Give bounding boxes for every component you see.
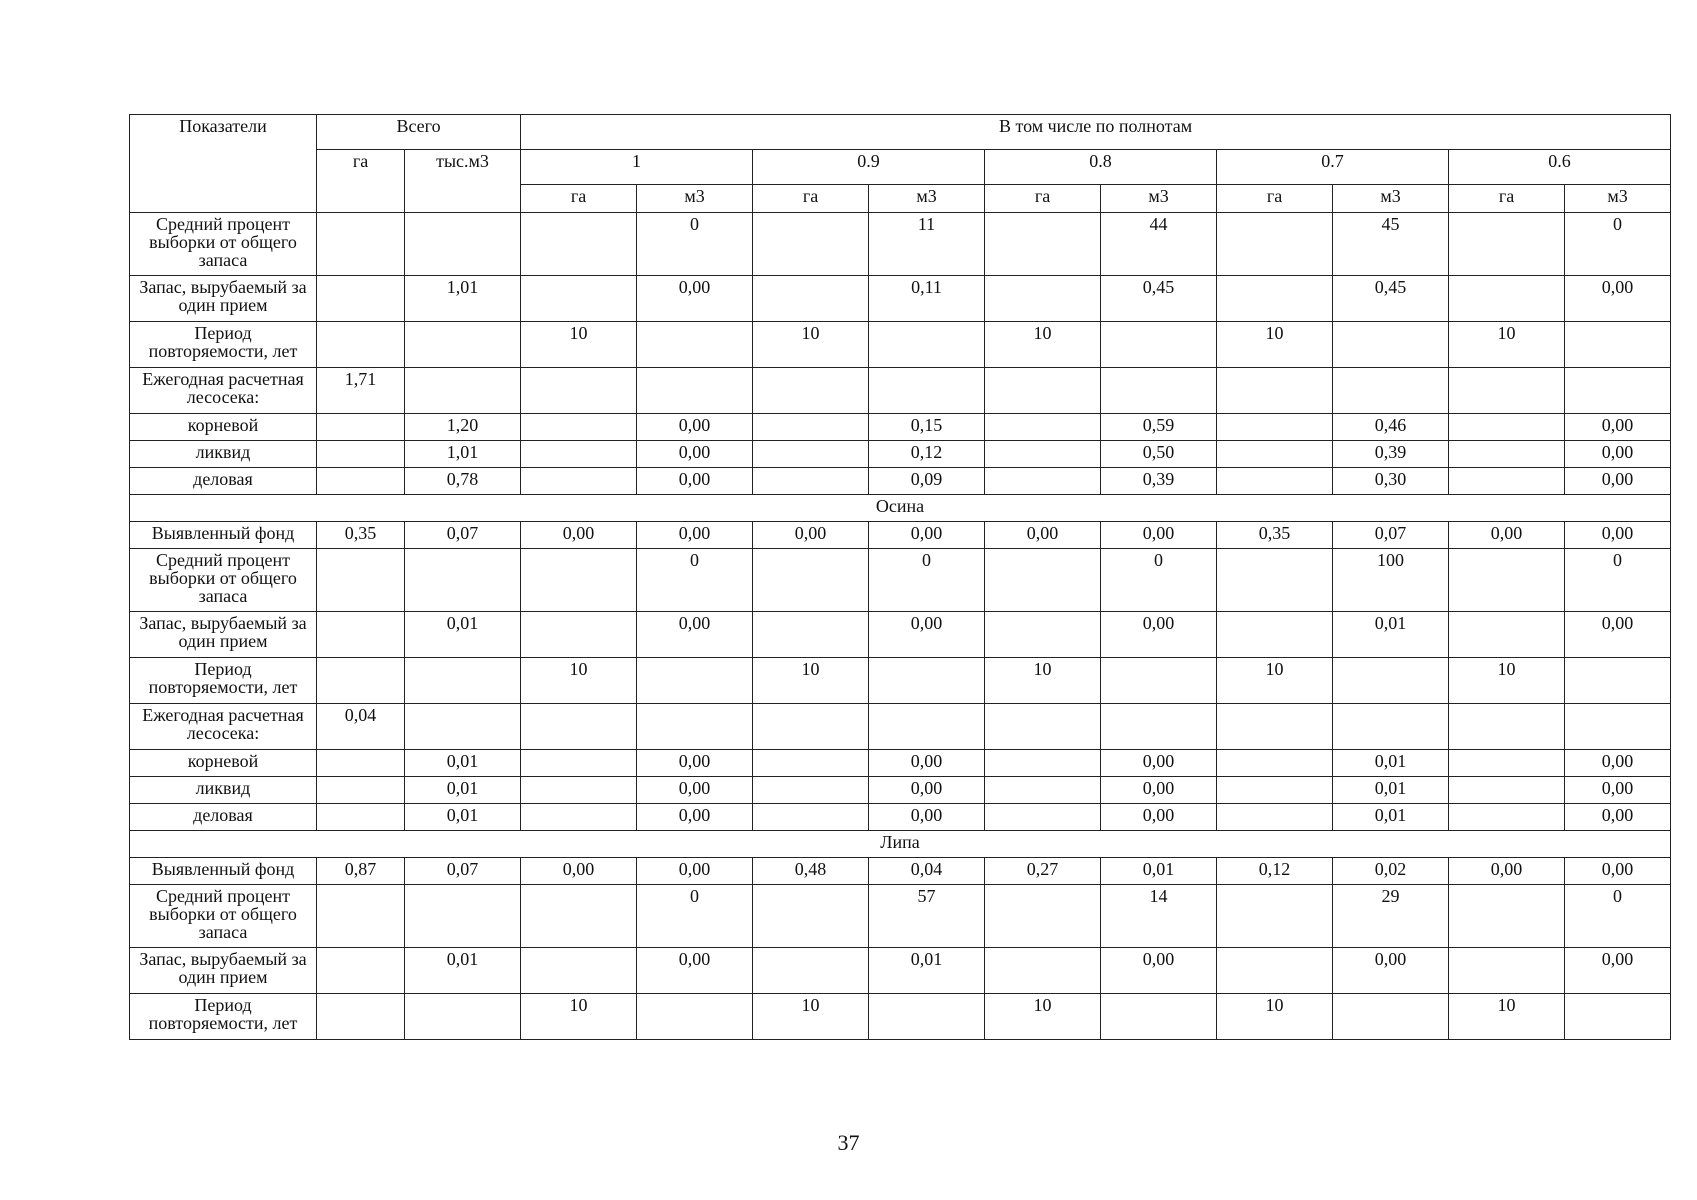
table-row: [130, 522, 1671, 549]
table-cell: [1565, 368, 1671, 414]
table-cell: [317, 994, 405, 1040]
table-cell: 0,12: [869, 441, 985, 468]
header-unit-ha: га: [753, 185, 869, 213]
row-label: Средний процент выборки от общего запаса: [130, 549, 317, 612]
table-cell: [521, 612, 637, 658]
table-row: [130, 549, 1671, 612]
table-cell: 0,00: [1565, 858, 1671, 885]
header-unit-ha: га: [521, 185, 637, 213]
header-unit-m3: м3: [1565, 185, 1671, 213]
row-label: Запас, вырубаемый за один прием: [130, 948, 317, 994]
table-cell: 0,01: [405, 804, 521, 831]
table-cell: 0,50: [1101, 441, 1217, 468]
table-cell: [405, 994, 521, 1040]
table-cell: 0,00: [637, 750, 753, 777]
table-cell: [1565, 994, 1671, 1040]
table-cell: [985, 549, 1101, 612]
table-cell: [985, 948, 1101, 994]
table-cell: [1449, 549, 1565, 612]
row-label: деловая: [130, 468, 317, 495]
table-cell: 0,07: [405, 522, 521, 549]
table-cell: 0,30: [1333, 468, 1449, 495]
table-cell: [1333, 368, 1449, 414]
table-cell: 0,00: [637, 468, 753, 495]
table-cell: 0,00: [869, 522, 985, 549]
table-cell: [753, 276, 869, 322]
forest-data-table: [129, 114, 1671, 1040]
table-cell: 1,01: [405, 441, 521, 468]
table-cell: [985, 885, 1101, 948]
table-row: [130, 858, 1671, 885]
header-density-1: 1: [521, 150, 753, 185]
table-cell: 10: [1217, 994, 1333, 1040]
table-cell: 0,00: [637, 858, 753, 885]
table-cell: [317, 468, 405, 495]
table-cell: 0: [1565, 549, 1671, 612]
row-label: деловая: [130, 804, 317, 831]
table-cell: 0,00: [521, 522, 637, 549]
table-cell: 0,00: [1101, 948, 1217, 994]
table-cell: 0,00: [1565, 777, 1671, 804]
table-cell: 10: [753, 658, 869, 704]
table-row: [130, 658, 1671, 704]
table-cell: [1217, 777, 1333, 804]
table-cell: 14: [1101, 885, 1217, 948]
table-cell: [1449, 704, 1565, 750]
header-total: Всего: [317, 115, 521, 150]
table-cell: 0,00: [985, 522, 1101, 549]
table-cell: [1101, 658, 1217, 704]
table-cell: [753, 948, 869, 994]
table-cell: 0,01: [1333, 804, 1449, 831]
table-row: [130, 368, 1671, 414]
table-cell: [521, 704, 637, 750]
table-cell: [1449, 213, 1565, 276]
table-cell: 0,00: [1565, 522, 1671, 549]
table-cell: [1449, 414, 1565, 441]
table-cell: 10: [1449, 994, 1565, 1040]
row-label: Период повторяемости, лет: [130, 322, 317, 368]
table-cell: 0,04: [869, 858, 985, 885]
table-cell: 10: [521, 658, 637, 704]
table-cell: 0,59: [1101, 414, 1217, 441]
table-cell: [1449, 804, 1565, 831]
table-row: [130, 704, 1671, 750]
table-cell: 0,11: [869, 276, 985, 322]
table-cell: [753, 777, 869, 804]
header-total-thous-m3: тыс.м3: [405, 150, 521, 213]
table-cell: 0,00: [637, 777, 753, 804]
table-cell: 1,20: [405, 414, 521, 441]
table-cell: 0,78: [405, 468, 521, 495]
header-density-0-8: 0.8: [985, 150, 1217, 185]
table-cell: 0,00: [1565, 750, 1671, 777]
table-cell: [317, 658, 405, 704]
table-cell: 0,35: [1217, 522, 1333, 549]
table-cell: [985, 276, 1101, 322]
table-cell: 0: [1565, 213, 1671, 276]
table-cell: 1,71: [317, 368, 405, 414]
table-cell: 0,00: [1101, 804, 1217, 831]
table-cell: [521, 948, 637, 994]
table-cell: 0,00: [1449, 858, 1565, 885]
table-cell: [1449, 468, 1565, 495]
table-cell: [753, 441, 869, 468]
table-cell: [1217, 549, 1333, 612]
table-cell: 0,00: [1565, 441, 1671, 468]
table-cell: 10: [753, 322, 869, 368]
table-cell: [521, 468, 637, 495]
table-cell: [405, 549, 521, 612]
table-cell: [1449, 948, 1565, 994]
table-cell: [1565, 322, 1671, 368]
table-cell: [1101, 368, 1217, 414]
header-by-density: В том числе по полнотам: [521, 115, 1671, 150]
table-cell: [753, 804, 869, 831]
table-cell: [317, 549, 405, 612]
row-label: Период повторяемости, лет: [130, 658, 317, 704]
table-cell: 0: [869, 549, 985, 612]
table-cell: 10: [985, 658, 1101, 704]
header-density-0-9: 0.9: [753, 150, 985, 185]
section-row: [130, 831, 1671, 858]
table-cell: [1217, 704, 1333, 750]
table-cell: [753, 612, 869, 658]
row-label: корневой: [130, 414, 317, 441]
table-cell: [637, 658, 753, 704]
table-cell: [753, 414, 869, 441]
table-cell: [1333, 322, 1449, 368]
table-cell: 0,48: [753, 858, 869, 885]
row-label: Запас, вырубаемый за один прием: [130, 276, 317, 322]
table-cell: [521, 213, 637, 276]
row-label: Ежегодная расчетная лесосека:: [130, 368, 317, 414]
table-cell: 0,87: [317, 858, 405, 885]
table-row: [130, 994, 1671, 1040]
table-cell: [753, 750, 869, 777]
table-cell: [753, 213, 869, 276]
row-label: Средний процент выборки от общего запаса: [130, 213, 317, 276]
table-cell: [637, 994, 753, 1040]
table-cell: 0: [1101, 549, 1217, 612]
table-cell: [317, 414, 405, 441]
table-cell: [405, 213, 521, 276]
header-unit-m3: м3: [637, 185, 753, 213]
table-cell: 0,01: [405, 750, 521, 777]
table-cell: 0,00: [1565, 468, 1671, 495]
table-cell: [317, 885, 405, 948]
table-cell: 0,00: [637, 804, 753, 831]
section-title: Липа: [130, 831, 1671, 858]
table-cell: [317, 804, 405, 831]
table-cell: 0,01: [1101, 858, 1217, 885]
table-row: [130, 414, 1671, 441]
table-cell: 0,00: [637, 276, 753, 322]
row-label: Выявленный фонд: [130, 858, 317, 885]
table-cell: [869, 994, 985, 1040]
table-cell: [521, 276, 637, 322]
table-cell: 0,00: [637, 522, 753, 549]
table-cell: [1101, 994, 1217, 1040]
table-cell: [1449, 368, 1565, 414]
table-cell: [869, 322, 985, 368]
table-cell: 0,01: [405, 777, 521, 804]
row-label: Период повторяемости, лет: [130, 994, 317, 1040]
table-cell: 0,27: [985, 858, 1101, 885]
section-row: [130, 495, 1671, 522]
table-cell: 11: [869, 213, 985, 276]
table-cell: [1333, 658, 1449, 704]
table-cell: 1,01: [405, 276, 521, 322]
table-cell: 0: [1565, 885, 1671, 948]
table-row: [130, 612, 1671, 658]
table-cell: 0,00: [869, 612, 985, 658]
table-cell: [869, 704, 985, 750]
table-cell: [1449, 441, 1565, 468]
table-cell: [405, 704, 521, 750]
table-cell: [1217, 441, 1333, 468]
table-cell: 0,07: [405, 858, 521, 885]
table-cell: 100: [1333, 549, 1449, 612]
table-cell: [1217, 612, 1333, 658]
table-cell: 10: [985, 994, 1101, 1040]
table-cell: [985, 612, 1101, 658]
table-row: [130, 777, 1671, 804]
section-title: Осина: [130, 495, 1671, 522]
table-cell: 10: [1449, 658, 1565, 704]
table-cell: [1449, 612, 1565, 658]
row-label: Выявленный фонд: [130, 522, 317, 549]
table-row: [130, 322, 1671, 368]
table-cell: [753, 468, 869, 495]
table-cell: 0,00: [1101, 522, 1217, 549]
header-unit-m3: м3: [1101, 185, 1217, 213]
table-cell: [317, 612, 405, 658]
table-cell: [869, 368, 985, 414]
table-cell: 0,01: [405, 612, 521, 658]
table-cell: [521, 441, 637, 468]
table-cell: 0,09: [869, 468, 985, 495]
table-cell: [1565, 658, 1671, 704]
table-cell: 10: [521, 322, 637, 368]
table-cell: [317, 276, 405, 322]
table-cell: [1217, 750, 1333, 777]
row-label: Запас, вырубаемый за один прием: [130, 612, 317, 658]
table-row: [130, 885, 1671, 948]
table-cell: 0,39: [1333, 441, 1449, 468]
table-cell: [317, 948, 405, 994]
table-cell: [317, 441, 405, 468]
table-row: [130, 441, 1671, 468]
header-density-0-6: 0.6: [1449, 150, 1671, 185]
table-cell: [1217, 804, 1333, 831]
table-cell: 0,00: [1565, 948, 1671, 994]
row-label: Средний процент выборки от общего запаса: [130, 885, 317, 948]
table-cell: [985, 441, 1101, 468]
row-label: ликвид: [130, 777, 317, 804]
table-cell: [317, 777, 405, 804]
table-row: [130, 948, 1671, 994]
table-cell: 0,04: [317, 704, 405, 750]
table-cell: [521, 414, 637, 441]
table-cell: [1449, 750, 1565, 777]
table-cell: 0,15: [869, 414, 985, 441]
table-cell: 0,00: [869, 804, 985, 831]
table-cell: 45: [1333, 213, 1449, 276]
table-cell: [985, 468, 1101, 495]
table-cell: 0,01: [1333, 750, 1449, 777]
header-unit-m3: м3: [869, 185, 985, 213]
table-cell: [1217, 276, 1333, 322]
table-cell: [753, 549, 869, 612]
table-cell: [521, 804, 637, 831]
table-cell: 0,00: [1565, 612, 1671, 658]
table-cell: [869, 658, 985, 704]
table-cell: [405, 322, 521, 368]
table-cell: 0,00: [1333, 948, 1449, 994]
table-cell: 0,46: [1333, 414, 1449, 441]
header-indicators: Показатели: [130, 115, 317, 213]
table-cell: 10: [1449, 322, 1565, 368]
table-cell: [405, 368, 521, 414]
table-cell: [1217, 885, 1333, 948]
table-cell: 0,00: [1101, 777, 1217, 804]
table-cell: 0,07: [1333, 522, 1449, 549]
table-cell: 0,00: [1565, 414, 1671, 441]
table-row: [130, 750, 1671, 777]
table-cell: [1449, 885, 1565, 948]
table-cell: 10: [753, 994, 869, 1040]
header-unit-m3: м3: [1333, 185, 1449, 213]
table-cell: [317, 322, 405, 368]
table-cell: [1333, 994, 1449, 1040]
table-cell: [521, 750, 637, 777]
table-cell: [405, 658, 521, 704]
table-cell: [985, 777, 1101, 804]
table-cell: 0: [637, 213, 753, 276]
table-cell: [637, 704, 753, 750]
table-cell: 0,00: [1449, 522, 1565, 549]
table-cell: [317, 213, 405, 276]
table-cell: 0,00: [753, 522, 869, 549]
table-cell: 0,45: [1333, 276, 1449, 322]
table-cell: 10: [1217, 322, 1333, 368]
table-row: [130, 804, 1671, 831]
table-cell: 10: [985, 322, 1101, 368]
table-row: [130, 468, 1671, 495]
table-cell: [1217, 368, 1333, 414]
table-cell: [1565, 704, 1671, 750]
table-cell: [1217, 414, 1333, 441]
row-label: корневой: [130, 750, 317, 777]
table-cell: [1333, 704, 1449, 750]
table-cell: [985, 213, 1101, 276]
table-cell: 10: [1217, 658, 1333, 704]
row-label: Ежегодная расчетная лесосека:: [130, 704, 317, 750]
table-cell: 0,00: [637, 612, 753, 658]
table-cell: 0: [637, 549, 753, 612]
table-cell: 0,00: [637, 414, 753, 441]
table-cell: 0,01: [1333, 777, 1449, 804]
table-cell: 0,00: [869, 777, 985, 804]
table-cell: 0,00: [521, 858, 637, 885]
table-cell: 0,39: [1101, 468, 1217, 495]
page-number: 37: [837, 1130, 860, 1155]
table-cell: [1449, 777, 1565, 804]
table-cell: [637, 322, 753, 368]
table-cell: 0,12: [1217, 858, 1333, 885]
table-cell: 0: [637, 885, 753, 948]
header-unit-ha: га: [1449, 185, 1565, 213]
table-cell: 0,00: [1565, 804, 1671, 831]
table-cell: 0,01: [1333, 612, 1449, 658]
header-density-0-7: 0.7: [1217, 150, 1449, 185]
table-cell: [637, 368, 753, 414]
table-cell: [753, 885, 869, 948]
table-cell: [985, 704, 1101, 750]
table-cell: [1217, 468, 1333, 495]
table-cell: 0,00: [1101, 750, 1217, 777]
table-cell: [985, 804, 1101, 831]
table-cell: [753, 368, 869, 414]
table-cell: [405, 885, 521, 948]
table-cell: 0,01: [869, 948, 985, 994]
table-cell: 0,00: [637, 441, 753, 468]
table-cell: [1217, 948, 1333, 994]
table-cell: 0,00: [1101, 612, 1217, 658]
table-cell: [753, 704, 869, 750]
table-cell: 29: [1333, 885, 1449, 948]
header-unit-ha: га: [985, 185, 1101, 213]
table-cell: 0,45: [1101, 276, 1217, 322]
table-cell: [521, 777, 637, 804]
table-cell: 44: [1101, 213, 1217, 276]
table-cell: [1217, 213, 1333, 276]
table-cell: [1449, 276, 1565, 322]
table-row: [130, 276, 1671, 322]
table-cell: [985, 750, 1101, 777]
table-cell: 0,00: [1565, 276, 1671, 322]
table-cell: [985, 368, 1101, 414]
table-cell: 0,35: [317, 522, 405, 549]
table-cell: 10: [521, 994, 637, 1040]
row-label: ликвид: [130, 441, 317, 468]
table-cell: 0,01: [405, 948, 521, 994]
table-cell: [317, 750, 405, 777]
table-cell: 0,00: [869, 750, 985, 777]
table-cell: [521, 549, 637, 612]
table-cell: 0,00: [637, 948, 753, 994]
table-cell: [521, 885, 637, 948]
table-cell: [521, 368, 637, 414]
table-row: [130, 213, 1671, 276]
table-cell: 0,02: [1333, 858, 1449, 885]
table-cell: [1101, 322, 1217, 368]
table-cell: 57: [869, 885, 985, 948]
table-cell: [985, 414, 1101, 441]
header-total-ha: га: [317, 150, 405, 213]
header-unit-ha: га: [1217, 185, 1333, 213]
table-cell: [1101, 704, 1217, 750]
